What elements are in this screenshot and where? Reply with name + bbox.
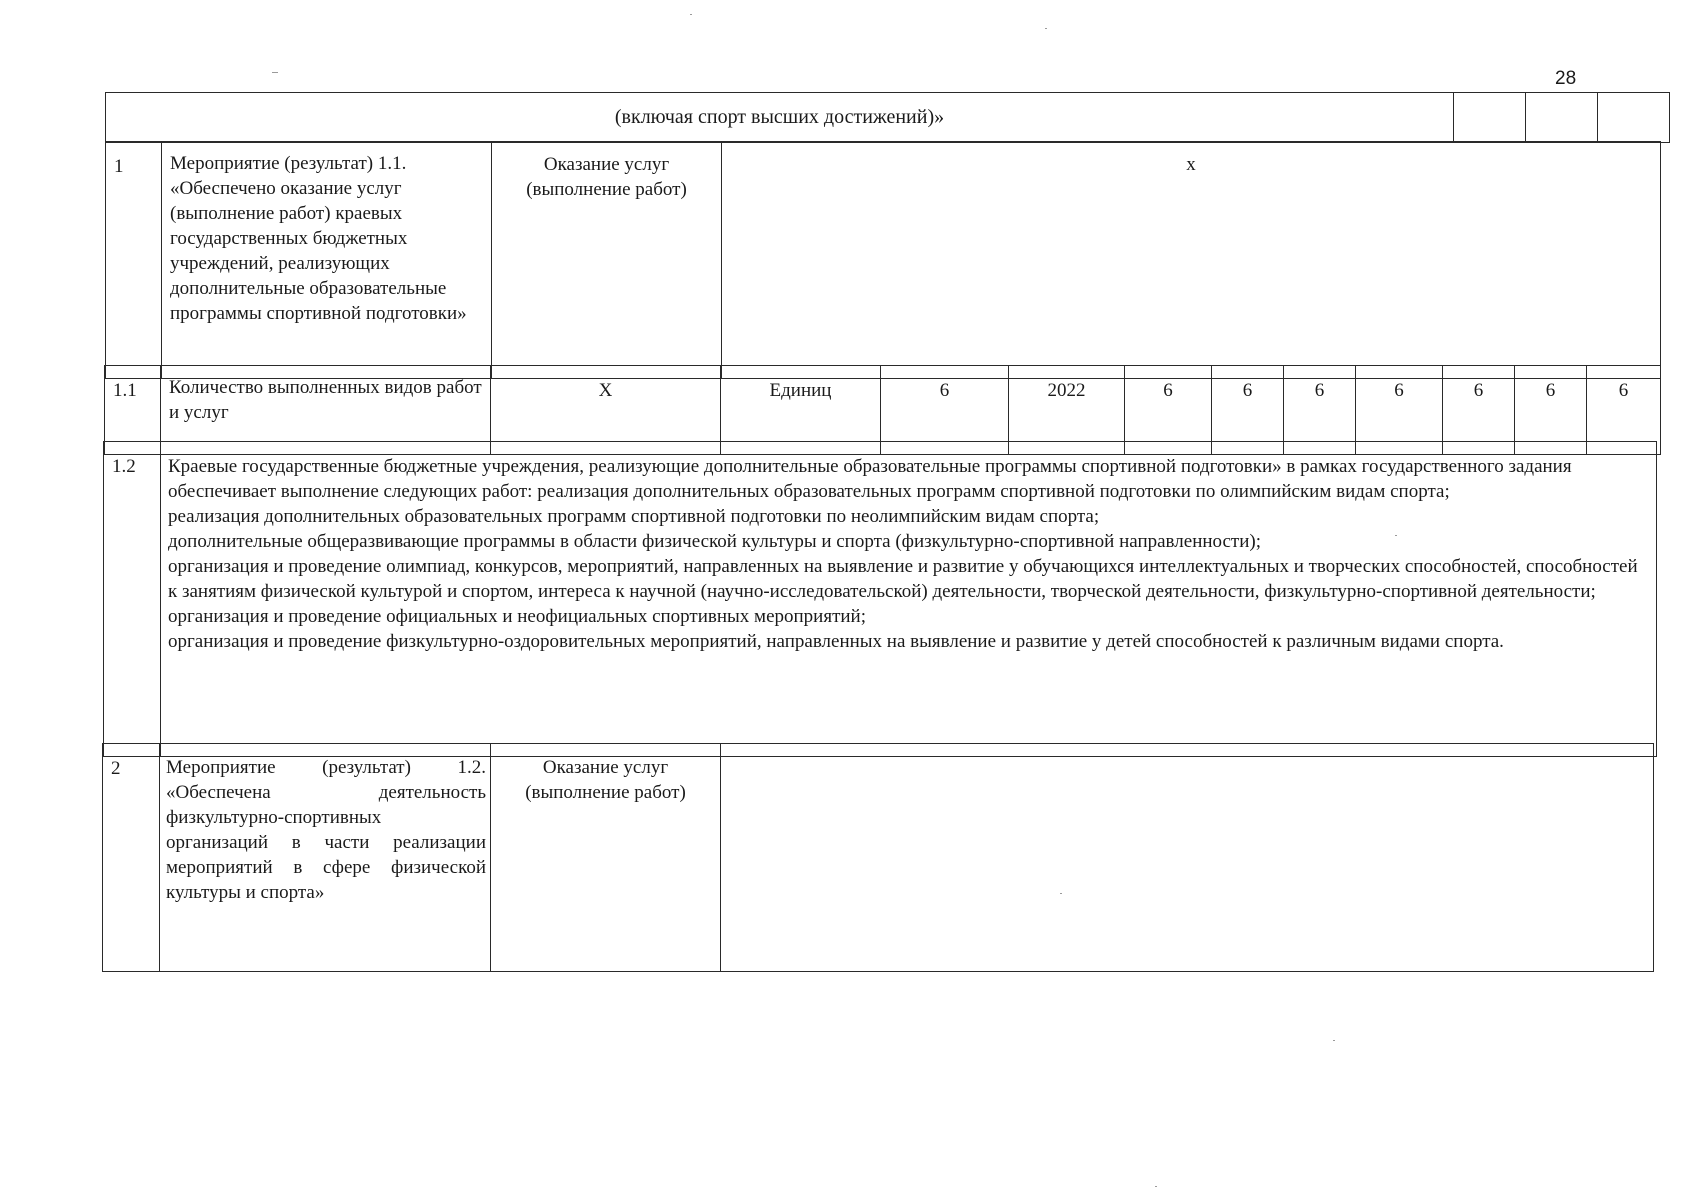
year-value: 6 (1587, 366, 1661, 455)
year-value: 6 (1212, 366, 1284, 455)
event-name: Мероприятие (результат) 1.2. «Обеспечена деятельность физкультурно-спортивных организаций в части реализации мероприятий в сфере физической культуры и спорта» (160, 744, 491, 972)
works-description (161, 442, 1657, 757)
empty-cell (721, 744, 1654, 972)
section-title-cell (106, 93, 1454, 143)
description-paragraph: дополнительные общеразвивающие программы в области физической культуры и спорта (физкультурно-спортивной направленности); (168, 531, 1262, 552)
year-value: 6 (1356, 366, 1443, 455)
event-type: Оказание услуг (выполнение работ) (492, 142, 722, 379)
row-number: 2 (103, 744, 160, 972)
year-value: 6 (1284, 366, 1356, 455)
description-paragraph: Краевые государственные бюджетные учреждения, реализующие дополнительные образовательные программы спортивной подготовки» в рамках государственного задания обеспечивает выполнение следующих работ: реализация дополнительных образовательных программ спортивной подготовки по олимпийским видам спорта; (168, 456, 1572, 502)
empty-cell (1526, 93, 1598, 143)
event-type: Оказание услуг (выполнение работ) (491, 744, 721, 972)
base-year: 2022 (1009, 366, 1125, 455)
year-value: 6 (1515, 366, 1587, 455)
row-number: 1 (106, 142, 162, 379)
table-row-2 (102, 743, 1654, 972)
table-row-1-2 (103, 441, 1657, 757)
page-number: 28 (1555, 68, 1577, 89)
table-header-row (105, 92, 1670, 143)
section-title: (включая спорт высших достижений)» (614, 106, 945, 128)
description-paragraph: реализация дополнительных образовательных программ спортивной подготовки по неолимпийским видам спорта; (168, 506, 1100, 527)
base-value: 6 (881, 366, 1009, 455)
row-number: 1.1 (105, 366, 161, 455)
description-paragraph: организация и проведение официальных и неофициальных спортивных мероприятий; (168, 606, 867, 627)
not-applicable-mark: х (722, 142, 1661, 379)
indicator-name: Количество выполненных видов работ и услуг (161, 366, 491, 455)
empty-cell (1598, 93, 1670, 143)
empty-cell (1454, 93, 1526, 143)
table-row-1 (105, 141, 1661, 379)
not-applicable-mark: Х (491, 366, 721, 455)
event-name: Мероприятие (результат) 1.1. «Обеспечено оказание услуг (выполнение работ) краевых государственных бюджетных учреждений, реализующих дополнительные образовательные программы спортивной подготовки» (162, 142, 492, 379)
year-value: 6 (1443, 366, 1515, 455)
unit-of-measure: Единиц (721, 366, 881, 455)
row-number: 1.2 (104, 442, 161, 757)
description-paragraph: организация и проведение физкультурно-оздоровительных мероприятий, направленных на выявление и развитие у детей способностей к различным видами спорта. (168, 631, 1504, 652)
description-paragraph: организация и проведение олимпиад, конкурсов, мероприятий, направленных на выявление и развитие у обучающихся интеллектуальных и творческих способностей, способностей к занятиям физической культурой и спортом, интереса к научной (научно-исследовательской) деятельности, творческой деятельности, физкультурно-спортивной деятельности; (168, 556, 1638, 602)
year-value: 6 (1125, 366, 1212, 455)
